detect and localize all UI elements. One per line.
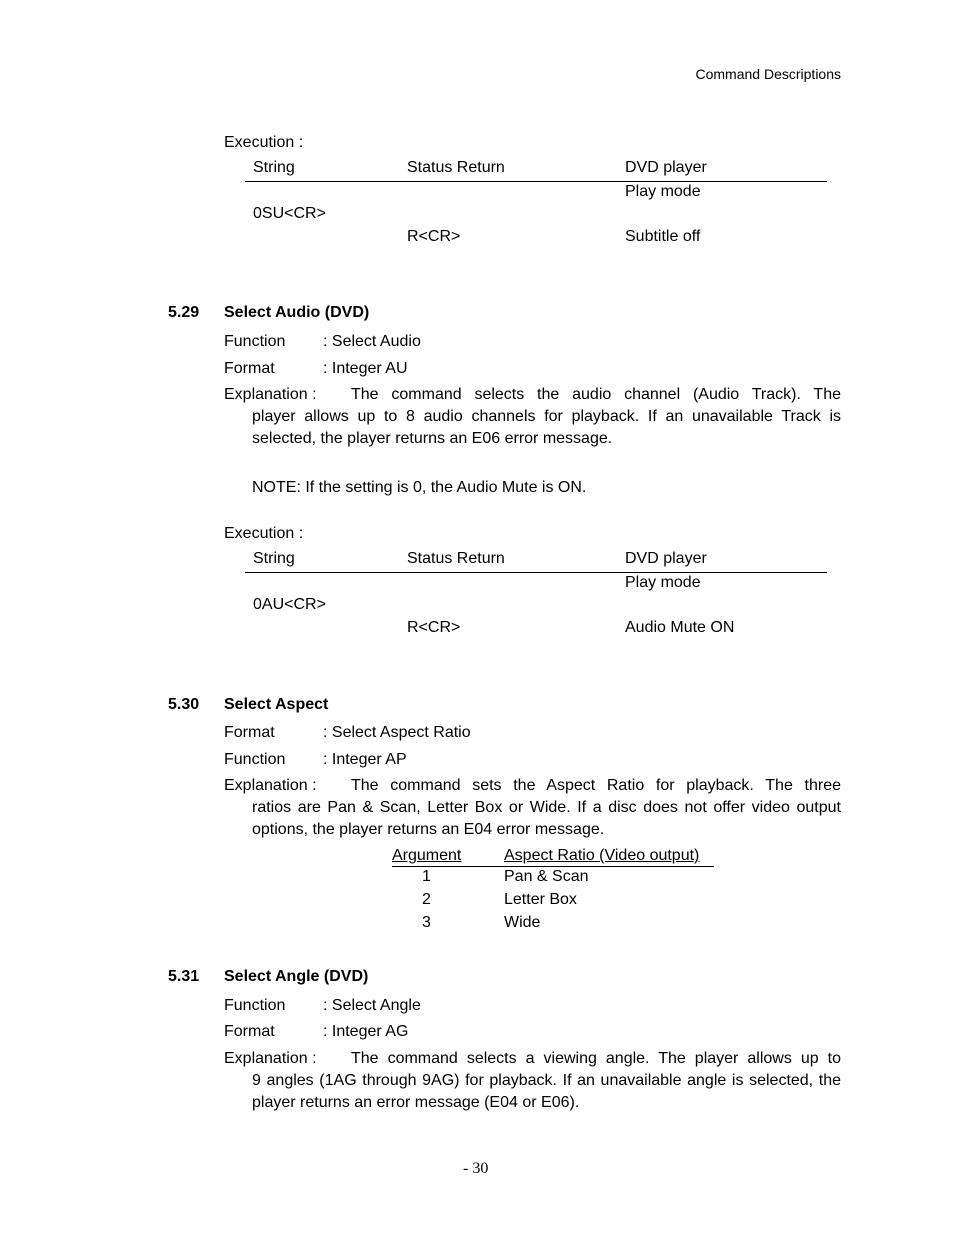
table-rule — [245, 181, 827, 182]
table-cell-argument: 1 — [422, 868, 431, 885]
explanation-first-line: The command selects a viewing angle. The player allows up to — [351, 1050, 841, 1067]
format-label: Format — [224, 360, 275, 377]
command-string: 0SU<CR> — [253, 205, 326, 222]
format-label: Format — [224, 724, 275, 741]
table-cell-ratio: Pan & Scan — [504, 868, 589, 885]
dvd-result: Audio Mute ON — [625, 619, 735, 636]
table-header-ratio: Aspect Ratio (Video output) — [504, 847, 700, 864]
function-label: Function — [224, 751, 286, 768]
col-header-dvd: DVD player — [625, 550, 707, 567]
explanation-body: ratios are Pan & Scan, Letter Box or Wide. If a disc does not offer video output options, the player returns an E04 error message. — [252, 799, 841, 838]
section-title: Select Aspect — [224, 696, 329, 713]
function-value: : Select Audio — [323, 333, 421, 350]
table-cell-ratio: Wide — [504, 914, 541, 931]
col-header-status: Status Return — [407, 159, 505, 176]
format-value: : Integer AG — [323, 1023, 409, 1040]
execution-label: Execution : — [224, 525, 304, 542]
play-mode-label: Play mode — [625, 183, 701, 200]
explanation-label: Explanation : — [224, 1050, 317, 1067]
col-header-dvd: DVD player — [625, 159, 707, 176]
explanation-label: Explanation : — [224, 777, 317, 794]
page-number: - 30 — [463, 1160, 489, 1177]
table-header-argument: Argument — [392, 847, 462, 864]
explanation-first-line: The command selects the audio channel (Audio Track). The — [351, 386, 841, 403]
col-header-string: String — [253, 550, 295, 567]
dvd-result: Subtitle off — [625, 228, 701, 245]
format-label: Format — [224, 1023, 275, 1040]
function-label: Function — [224, 333, 286, 350]
section-title: Select Audio (DVD) — [224, 304, 370, 321]
explanation-body: 9 angles (1AG through 9AG) for playback. If an unavailable angle is selected, the player returns an error message (E04 or E06). — [252, 1072, 841, 1111]
play-mode-label: Play mode — [625, 574, 701, 591]
format-value: : Integer AU — [323, 360, 408, 377]
status-return: R<CR> — [407, 619, 461, 636]
execution-label: Execution : — [224, 134, 304, 151]
section-title: Select Angle (DVD) — [224, 968, 369, 985]
table-cell-ratio: Letter Box — [504, 891, 577, 908]
note-text: NOTE: If the setting is 0, the Audio Mute is ON. — [252, 479, 587, 496]
function-value: : Integer AP — [323, 751, 407, 768]
section-number: 5.31 — [168, 968, 200, 985]
running-header: Command Descriptions — [695, 66, 841, 82]
status-return: R<CR> — [407, 228, 461, 245]
format-value: : Select Aspect Ratio — [323, 724, 471, 741]
section-number: 5.30 — [168, 696, 200, 713]
table-cell-argument: 2 — [422, 891, 431, 908]
explanation-body: player allows up to 8 audio channels for playback. If an unavailable Track is selected, the player returns an E06 error message. — [252, 408, 841, 447]
table-rule — [245, 572, 827, 573]
explanation-first-line: The command sets the Aspect Ratio for playback. The three — [351, 777, 841, 794]
col-header-string: String — [253, 159, 295, 176]
section-number: 5.29 — [168, 304, 200, 321]
explanation-label: Explanation : — [224, 386, 317, 403]
col-header-status: Status Return — [407, 550, 505, 567]
function-label: Function — [224, 997, 286, 1014]
function-value: : Select Angle — [323, 997, 421, 1014]
command-string: 0AU<CR> — [253, 596, 326, 613]
table-cell-argument: 3 — [422, 914, 431, 931]
